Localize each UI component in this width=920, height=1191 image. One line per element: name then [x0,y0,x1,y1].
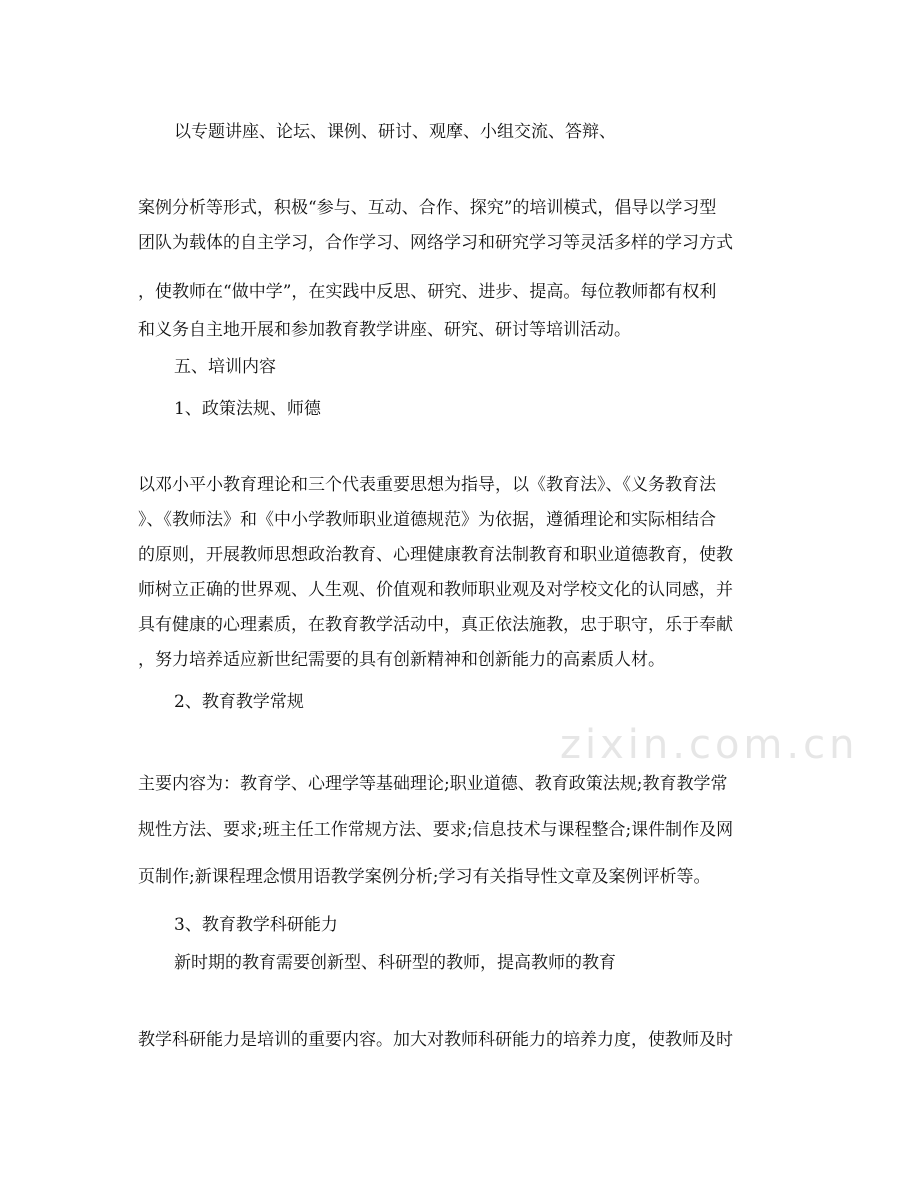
paragraph-line: 以专题讲座、论坛、课例、研讨、观摩、小组交流、答辩、 [174,122,616,142]
subsection-heading: 1、政策法规、师德 [174,399,321,419]
paragraph-line: 师树立正确的世界观、人生观、价值观和教师职业观及对学校文化的认同感，并 [138,580,733,600]
paragraph-line: 》、《教师法》和《中小学教师职业道德规范》为依据，遵循理论和实际相结合 [138,510,716,530]
paragraph-line: ，努力培养适应新世纪需要的具有创新精神和创新能力的高素质人材。 [138,650,665,670]
section-heading: 五、培训内容 [174,357,276,377]
subsection-heading: 2、教育教学常规 [174,692,304,712]
paragraph-line: 规性方法、要求;班主任工作常规方法、要求;信息技术与课程整合;课件制作及网 [138,820,734,840]
watermark: zixin.com.cn [560,722,859,768]
paragraph-line: ，使教师在“做中学”，在实践中反思、研究、进步、提高。每位教师都有权利 [138,282,717,302]
paragraph-line: 以邓小平小教育理论和三个代表重要思想为指导，以《教育法》、《义务教育法 [138,475,716,495]
paragraph-line: 团队为载体的自主学习，合作学习、网络学习和研究学习等灵活多样的学习方式 [138,233,733,253]
paragraph-line: 具有健康的心理素质，在教育教学活动中，真正依法施教，忠于职守，乐于奉献 [138,615,733,635]
paragraph-line: 主要内容为：教育学、心理学等基础理论;职业道德、教育政策法规;教育教学常 [138,774,728,794]
paragraph-line: 教学科研能力是培训的重要内容。加大对教师科研能力的培养力度，使教师及时 [138,1030,733,1050]
paragraph-line: 的原则，开展教师思想政治教育、心理健康教育法制教育和职业道德教育，使教 [138,545,733,565]
paragraph-line: 新时期的教育需要创新型、科研型的教师，提高教师的教育 [174,953,616,973]
paragraph-line: 和义务自主地开展和参加教育教学讲座、研究、研讨等培训活动。 [138,320,631,340]
subsection-heading: 3、教育教学科研能力 [174,915,338,935]
paragraph-line: 页制作;新课程理念惯用语教学案例分析;学习有关指导性文章及案例评析等。 [138,867,711,887]
paragraph-line: 案例分析等形式，积极“参与、互动、合作、探究”的培训模式，倡导以学习型 [138,198,717,218]
